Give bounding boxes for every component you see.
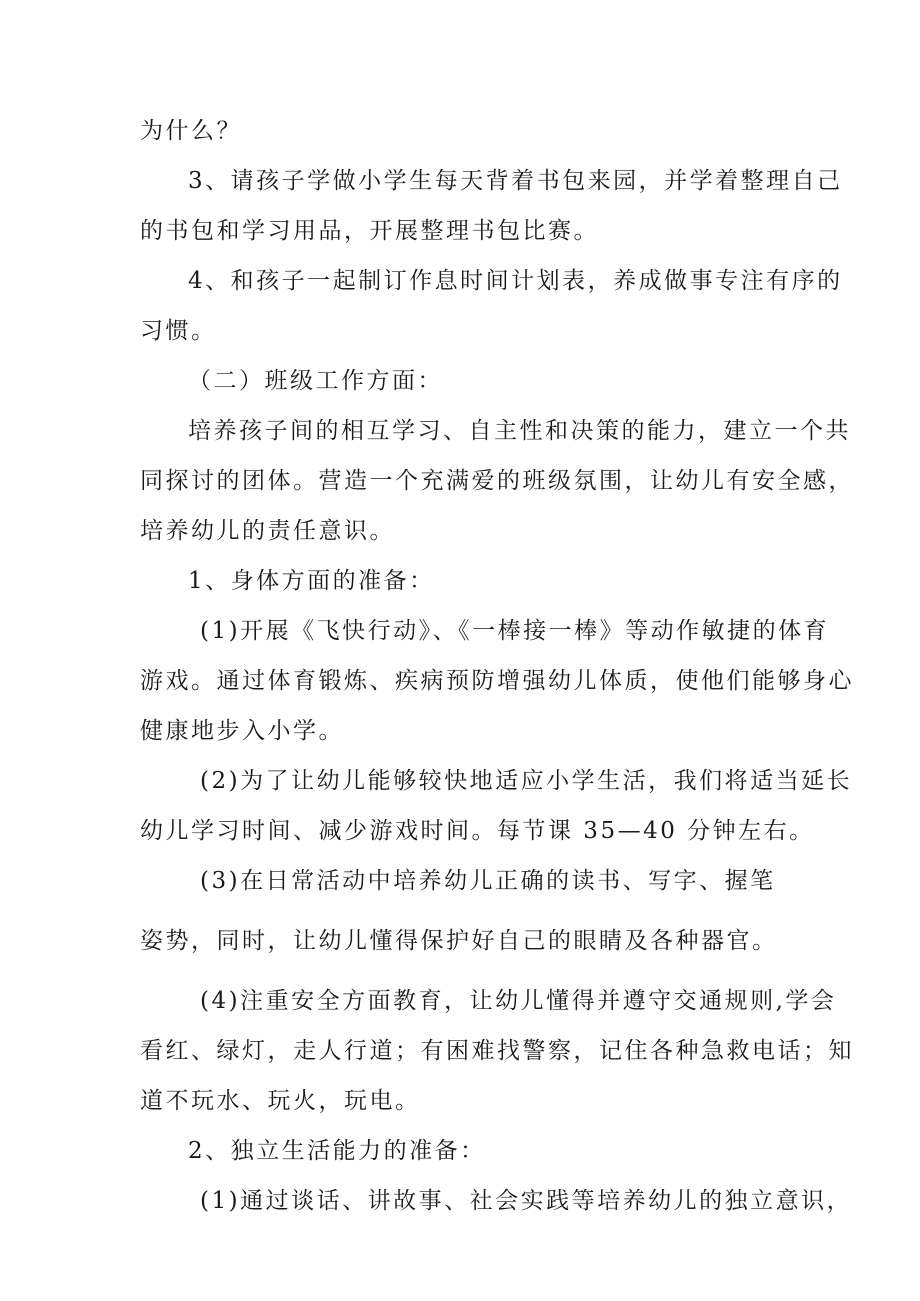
text-line-1: 为什么？ bbox=[140, 118, 242, 144]
subsection-heading-independence: 2、独立生活能力的准备： bbox=[188, 1138, 486, 1164]
text-line-9: 培养幼儿的责任意识。 bbox=[140, 518, 395, 544]
text-line-8: 同探讨的团体。营造一个充满爱的班级氛围，让幼儿有安全感， bbox=[140, 468, 854, 494]
text-line-12: 游戏。通过体育锻炼、疾病预防增强幼儿体质，使他们能够身心 bbox=[140, 668, 854, 694]
text-line-22: (1)通过谈话、讲故事、社会实践等培养幼儿的独立意识， bbox=[200, 1188, 853, 1214]
text-line-13: 健康地步入小学。 bbox=[140, 718, 344, 744]
text-line-3: 的书包和学习用品，开展整理书包比赛。 bbox=[140, 218, 599, 244]
text-line-4: 4、和孩子一起制订作息时间计划表，养成做事专注有序的 bbox=[188, 268, 843, 294]
text-line-7: 培养孩子间的相互学习、自主性和决策的能力，建立一个共 bbox=[188, 418, 851, 444]
text-line-18: (4)注重安全方面教育，让幼儿懂得并遵守交通规则,学会 bbox=[200, 988, 837, 1014]
text-line-20: 道不玩水、玩火，玩电。 bbox=[140, 1088, 421, 1114]
text-line-14: (2)为了让幼儿能够较快地适应小学生活，我们将适当延长 bbox=[200, 768, 853, 794]
text-line-2: 3、请孩子学做小学生每天背着书包来园，并学着整理自己 bbox=[188, 168, 843, 194]
section-heading-class-work: （二）班级工作方面： bbox=[188, 368, 443, 394]
text-line-16: (3)在日常活动中培养幼儿正确的读书、写字、握笔 bbox=[200, 868, 776, 894]
text-line-5: 习惯。 bbox=[140, 318, 217, 344]
text-line-17: 姿势，同时，让幼儿懂得保护好自己的眼睛及各种器官。 bbox=[140, 928, 778, 954]
text-line-15: 幼儿学习时间、减少游戏时间。每节课 35—40 分钟左右。 bbox=[140, 818, 815, 844]
text-line-19: 看红、绿灯，走人行道；有困难找警察，记住各种急救电话；知 bbox=[140, 1038, 854, 1064]
subsection-heading-physical: 1、身体方面的准备： bbox=[188, 568, 435, 594]
text-line-11: (1)开展《飞快行动》、《一棒接一棒》等动作敏捷的体育 bbox=[200, 618, 830, 644]
